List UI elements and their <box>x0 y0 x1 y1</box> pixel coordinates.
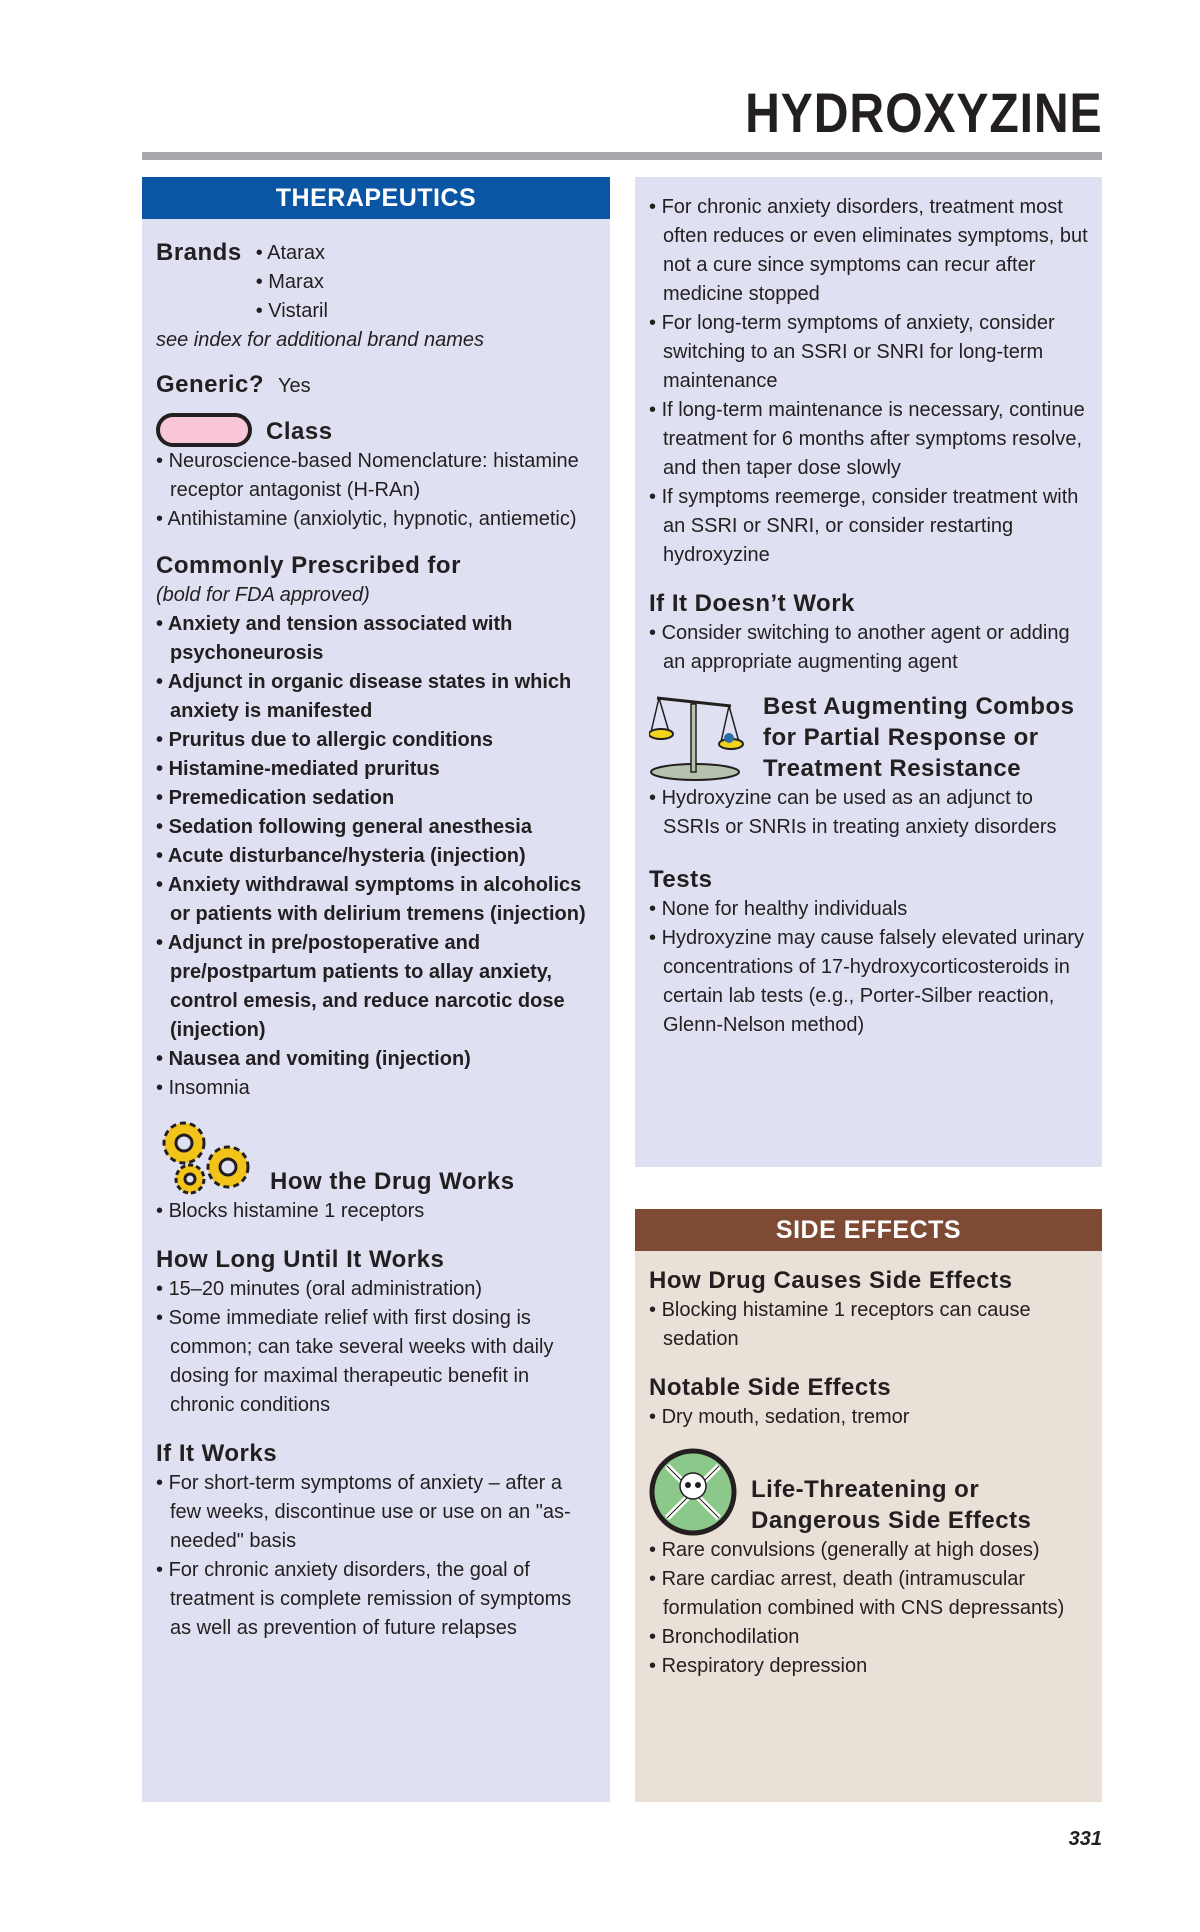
list-item: • Anxiety withdrawal symptoms in alcoholics or patients with delirium tremens (injection) <box>156 871 596 929</box>
list-item: • For long-term symptoms of anxiety, consider switching to an SSRI or SNRI for long-term maintenance <box>649 309 1088 396</box>
tests-heading: Tests <box>649 866 713 893</box>
pill-icon <box>156 413 252 447</box>
doesnt-work-heading: If It Doesn’t Work <box>649 590 855 617</box>
list-item: • Sedation following general anesthesia <box>156 813 596 842</box>
list-item: • Dry mouth, sedation, tremor <box>649 1403 1088 1432</box>
list-item: • Blocks histamine 1 receptors <box>156 1197 596 1226</box>
list-item: • None for healthy individuals <box>649 895 1088 924</box>
list-item: • Insomnia <box>156 1074 596 1103</box>
list-item: • Blocking histamine 1 receptors can cause sedation <box>649 1296 1088 1354</box>
how-causes-heading: How Drug Causes Side Effects <box>649 1267 1013 1294</box>
list-item: • Rare convulsions (generally at high doses) <box>649 1536 1088 1565</box>
brands-heading: Brands <box>156 239 242 266</box>
list-item: • For chronic anxiety disorders, treatment most often reduces or even eliminates symptoms, but not a cure since symptoms can recur after medicine stopped <box>649 193 1088 309</box>
list-item: • 15–20 minutes (oral administration) <box>156 1275 596 1304</box>
side-effects-header: SIDE EFFECTS <box>635 1209 1102 1251</box>
list-item: • Histamine-mediated pruritus <box>156 755 596 784</box>
brand-item: • Marax <box>258 268 330 297</box>
list-item: • Pruritus due to allergic conditions <box>156 726 596 755</box>
life-row <box>649 1448 1088 1536</box>
title-divider <box>142 152 1102 160</box>
brands-note: see index for additional brand names <box>156 329 484 351</box>
therapeutics-panel <box>142 177 610 1802</box>
side-effects-panel <box>635 1209 1102 1802</box>
class-row <box>156 413 596 447</box>
therapeutics-header: THERAPEUTICS <box>142 177 610 219</box>
prescribed-note: (bold for FDA approved) <box>156 584 370 606</box>
list-item: • Bronchodilation <box>649 1623 1088 1652</box>
works-heading: How the Drug Works <box>270 1168 515 1195</box>
notable-heading: Notable Side Effects <box>649 1374 892 1401</box>
prescribed-heading: Commonly Prescribed for <box>156 552 461 579</box>
page-number: 331 <box>1068 1828 1102 1850</box>
ifworks-heading: If It Works <box>156 1440 278 1467</box>
generic-row <box>156 369 596 401</box>
brand-item: • Vistaril <box>258 297 330 326</box>
list-item: • Hydroxyzine can be used as an adjunct to SSRIs or SNRIs in treating anxiety disorders <box>649 784 1088 842</box>
list-item: • Acute disturbance/hysteria (injection) <box>156 842 596 871</box>
drug-title: HYDROXYZINE <box>744 81 1102 144</box>
skull-crossbones-icon <box>649 1448 737 1536</box>
works-row <box>156 1117 596 1197</box>
list-item: • For short-term symptoms of anxiety – after a few weeks, discontinue use or use on an "as-needed" basis <box>156 1469 596 1556</box>
scales-icon <box>649 694 749 782</box>
list-item: • Adjunct in organic disease states in which anxiety is manifested <box>156 668 596 726</box>
class-heading: Class <box>266 418 333 445</box>
list-item: • Some immediate relief with first dosing is common; can take several weeks with daily dosing for maximal therapeutic benefit in chronic conditions <box>156 1304 596 1420</box>
therapeutics-continued-panel <box>635 177 1102 1167</box>
gears-icon <box>156 1117 256 1197</box>
list-item: • Antihistamine (anxiolytic, hypnotic, antiemetic) <box>156 505 596 534</box>
list-item: • Neuroscience-based Nomenclature: histamine receptor antagonist (H-RAn) <box>156 447 596 505</box>
class-list <box>156 447 596 534</box>
list-item: • Hydroxyzine may cause falsely elevated urinary concentrations of 17-hydroxycorticosteroids in certain lab tests (e.g., Porter-Silber reaction, Glenn-Nelson method) <box>649 924 1088 1040</box>
list-item: • Rare cardiac arrest, death (intramuscular formulation combined with CNS depressants) <box>649 1565 1088 1623</box>
list-item: • Respiratory depression <box>649 1652 1088 1681</box>
generic-value: Yes <box>278 375 311 397</box>
generic-label: Generic? <box>156 371 265 398</box>
list-item: • If symptoms reemerge, consider treatment with an SSRI or SNRI, or consider restarting hydroxyzine <box>649 483 1088 570</box>
life-threatening-heading: Life-Threatening or Dangerous Side Effects <box>751 1476 1032 1534</box>
list-item: • Consider switching to another agent or adding an appropriate augmenting agent <box>649 619 1088 677</box>
list-item: • Nausea and vomiting (injection) <box>156 1045 596 1074</box>
prescribed-list <box>156 610 596 1103</box>
combos-row <box>649 691 1088 784</box>
list-item: • Anxiety and tension associated with psychoneurosis <box>156 610 596 668</box>
list-item: • If long-term maintenance is necessary, continue treatment for 6 months after symptoms resolve, and then taper dose slowly <box>649 396 1088 483</box>
brand-item: • Atarax <box>258 239 330 268</box>
list-item: • Premedication sedation <box>156 784 596 813</box>
combos-heading: Best Augmenting Combos for Partial Response or Treatment Resistance <box>763 693 1075 782</box>
list-item: • For chronic anxiety disorders, the goal of treatment is complete remission of symptoms as well as prevention of future relapses <box>156 1556 596 1643</box>
until-heading: How Long Until It Works <box>156 1246 445 1273</box>
list-item: • Adjunct in pre/postoperative and pre/postpartum patients to allay anxiety, control emesis, and reduce narcotic dose (injection) <box>156 929 596 1045</box>
brands-section <box>156 233 596 326</box>
